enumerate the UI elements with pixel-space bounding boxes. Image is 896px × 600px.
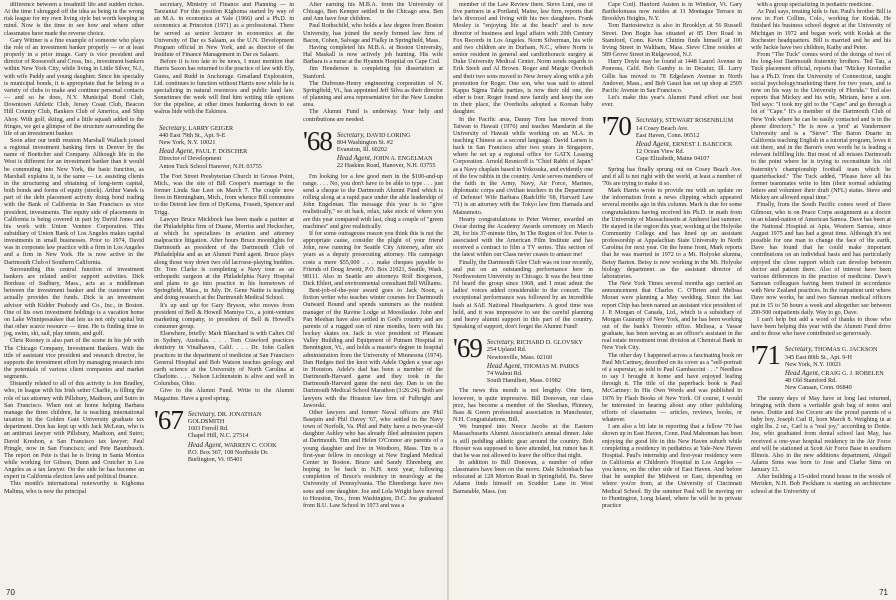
paragraph: From "The Tuck" comes word of the doings of two of his long-lost Dartmouth fraternity brothers. Ted Tau, a Tuck placement official, reports that "Mickey Kreindler has a Ph.D. from the University of Connecticut, taught social psychology/marketing there for two years, and is now on his way to the University of Florida." Ted also reports that Mickey and his wife, Miriam, have a son. Ted says: "I took my girl to the "Cape" and go through a lot of "Cape." It's a member of the Dartmouth Club of New York where he can be easily contacted and is in the phone directory." He is now a 'prof' at Vandermeer University and is a "Steve" The Baron Duarte in California teaching English in a tutorial program, loves it out there, and in the Baron's own words he is leading a relevant fulfilling life. But most of all misses Dartmouth to the point where he is trying to reconstitute his old fraternity's championship football team which he quarterbacked." The Tuck added, "Please have all his former teammates write to him (their normal adulating letters and volunteer their draft (NFL) status. Steve and Mickey are allowed equal time." <box>751 52 891 202</box>
paragraph: Finally, from the South Pacific comes word of Dave Gilmour, who is on Peace Corps assignment as a doctor in an island-nation of American Samoa. Dave has been at the National Hospital at Apia, Western Samoa, since August 1975 and has had a great time. Although it's not possible for one man to change the face of the earth, Dave has found that he could make important contributions on an individual basis and has particularly enjoyed the close rapport which can develop between doctor and patient there. Also of interest have been various differences in the practice of medicine. Dave's Samoan colleagues having been trained in accordance with New Zealand practices. In the outpatient unit where Dave now works, he and two Samoan medical officers put in 15 to 50 hours a week and altogether see between 200-500 outpatients daily. Way to go, Dave. <box>751 202 891 316</box>
paragraph: Gary Wittner is a fine example of someone who plays the role of an investment banker properly — or at least properly in a prior image. Gary is vice president and director of Roosevelt and Cross, Inc., investment bankers within New York City, while living in Little Silver, N.J., with wife Paddy and young daughter. Since his specialty is municipal bonds, it is appropriate that he belong to a variety of clubs to make and continue personal contacts — and so he does, N.Y. Municipal Bond Club, Downtown Athletic Club, Jersey Coast Club, Beacon Hill Country Club, Bankers Club of America, and Ship Ahoy. With golf, skiing, and a little squash added to the fringes, we get a glimpse of the structure surrounding the life of an investment banker. <box>4 37 144 137</box>
paragraph: Give to the Alumni Fund. Write to the Alumni Magazine. Have a good spring. <box>154 388 294 402</box>
class-header-67 <box>154 404 294 463</box>
left-column-2 <box>154 2 294 586</box>
class-header-70 <box>602 111 742 163</box>
article-text <box>602 2 742 109</box>
paragraph: It's up and up for Gary Bryson, who moves from president of Bell & Howell Mamiya Co., a joint-venture marketing company, to president of Bell & Howell's consumer group. <box>154 302 294 330</box>
left-column-1 <box>4 2 144 586</box>
paragraph: Elsewhere, briefly: Mark Blanchard is with Caltex Oil in Sydney, Australia. . . . Tom Crawford practices dentistry in Vinalhaven, Calif. . . . Dr. John Gullett practices in the department of medicine at San Francisco General Hospital and Bob Watson teaches geology and earth science at the University of North Carolina at Charlotte. . . . Nelson Lichtenstein is alive and well in Columbus, Ohio. <box>154 331 294 388</box>
article-text <box>453 2 593 331</box>
paragraph: The Alumni Fund is underway. Your help and contributions are needed. <box>303 109 443 123</box>
article-text <box>154 2 294 117</box>
class-year: '71 <box>751 340 780 371</box>
paragraph: Paul Rothschild, who holds a law degree from Boston University, has joined the newly formed law firm of Bacon, Cohen, Salvage and Fialky in Springfield, Mass. <box>303 23 443 44</box>
article-text <box>751 396 891 496</box>
paragraph: Spring has finally sprung out on Cosey Beach Ave. and if all is not right with the world, at least a number of '70s are trying to make it so. <box>602 166 742 187</box>
article-text <box>154 174 294 403</box>
paragraph: I'm looking for a few good men in the $100-and-up range. . . . No, you don't have to be able to type . . . just send a cheque to the Dartmouth Alumni Fund which is rolling along at a rapid pace under the able leadership of John Engelman. The message this year is to "give realistically," so sit back, relax, take stock of where you are this year compared with last, chug a couple of "green machines" and give realistically. <box>303 173 443 230</box>
paragraph: Having completed his M.B.A. at Boston University, Hal Maskall is now actively job hunting. His wife Barbara is a nurse at the Hyannis Hospital on Cape Cod. <box>303 44 443 66</box>
paragraph: The news this month is not lengthy. One item, however, is quite impressive. Bill Donovan, our class prez, has become a member of the Sheehan, Phinney, Bass & Green professional association in Manchester, N.H. Congratulations, Bill. <box>453 388 593 424</box>
paragraph: I can't help but add a word of thanks to those who have been helping this year with the Alumni Fund drive and to those who have contributed so generously. <box>751 316 891 338</box>
class-header-71 <box>751 340 891 392</box>
paragraph: I am also a bit late in reporting that a fellow '70 has shown up in East Haven, Conn. Paul Mahonnan has been enjoying the good life in this New Haven suburb while completing a residency in pediatrics at Yale-New Haven Hospital. Paul's internship and first-year residency were in California at Children's Hospital in Los Angeles — you know, on the other side of East Haven. And before that he sampled the Midwest or East, depending on where you're from, at the University of Cincinnati Medical School. By the summer Paul will be moving on to Huntington, Long Island, where he will be in private practice <box>602 424 742 509</box>
class-year: '70 <box>602 111 631 142</box>
class-year: '67 <box>154 404 183 435</box>
paragraph: Chris Rooney is also part of the scene in his job with The Chicago Company, Investment Bankers. With the title of assistant vice president and research director, he supports the investment effort by managing research into the potentials of various client companies and market segments. <box>4 338 144 381</box>
paragraph: After building a 15-sided round house in the woods of Meriden, N.H. Bob Peckham is starting an architecture school at the University of <box>751 474 891 495</box>
paragraph: In addition to Bill Donovan, a number of other classmates have been on the move. Dale Schonbach has relocated at 128 Morton Road in Springfield, Pa. Steve Adams finds himself on Scudder Lane in West Barnstable, Mass. (on <box>453 459 593 495</box>
paragraph: We bumped into Neece Jacobs at the Eastern Massachusetts Alumni Association's annual dinner. Jake is still peddling athletic gear around the country. Bob Hooser was supposed to have attended, but rumor has it that he was not allowed to leave the office that night. <box>453 424 593 459</box>
paragraph: Distantly related to all of this activity is Jon Bradley, who, in league with his Irish setter Charlie, is filling the role of tax attorney with Pillsbury, Madison, and Sutro in San Francisco. When not at home helping Barbara manage the three children, he is teaching international taxation in the Golden Gate University graduate tax department. Don has kept up with Jack McLean, who is an antitrust lawyer with Pillsbury, Madison, and Sutro; David Kreshon, a San Francisco tax lawyer; Paul Pringle, now in San Francisco; and Pete Baumbusch. The report on Pete is that he is living in Santa Monica while working for Gibson, Dunn and Crutcher in Los Angeles as a tax lawyer. On the side he has become an expert in California election laws and political finance. <box>4 381 144 481</box>
paragraph: The sunny days of May have at long last returned, bringing with them a veritable grab bag of notes and news. Dottie and Joe Cecere are the proud parents of a baby boy, Joseph Carl II, born March 8. Weighing in at eight lbs. 2 oz., Carl is a "real joy," according to Dottie. Joe, who graduated from dental school last May, has received a one-year hospital residency in the Air Force and will be stationed at Scott Air Force Base in southern Illinois. Also in the new additions department, Abigail Adams Sims was born to Jose and Clarke Sims on January 13. <box>751 395 891 474</box>
paragraph: This month's international noteworthy is Kighoma Malima, who is now the principal <box>4 481 144 495</box>
right-column-1 <box>453 2 593 586</box>
class-secretary-info: Secretary, RICHARD D. GLOVSKY 254 Upland Rd. Newtonville, Mass. 02160 Head Agent, THOMAS M. PARKS 74 Walnut Rd. South Hamilton, Mass. 01982 <box>486 338 583 385</box>
right-column-3 <box>751 2 891 586</box>
paragraph: member of the Law Review there. Steve Lunt, one of five partners in a Portland, Maine, law firm, reports that he's divorced and living with his two daughters. Frank Mosley is "enjoying life at the beach" and is now director of business and legal affairs with 20th Century Fox Records in Los Angeles. Norm Silverman, his wife and two children are in Durham, N.C., where Norm is senior resident in general and cardiothoracic surgery at Duke University Medical Center. Norm sends regards to Erik Steeh and Al Brown. Roger and Margie Overholt and their two sons moved to New Jersey along with a job promotion for Roger. One son, who was said to attend Kappa Sigma Tabla parties, is now their old one, the other is four. Roger found new family and keep the son in their place, the Overholts adopted a Korean baby daughter. <box>453 2 593 116</box>
paragraph: secretary, Ministry of Finance and Planning — in Tanzania! For this position Kighoma started by way of an M.A. in economics at Yale (1966) and a Ph.D. in economics at Princeton (1971) as a professional. There he served as senior lecturer in economics at the University of Dar es Salaam, as the U.N. Development Program official in New York, and as director of the Institute of Finance Management in Dar es Salaam. <box>154 2 294 59</box>
right-page <box>449 0 896 600</box>
paragraph: Before it is too late to be news, I must mention that Harris Saxon has returned to the practice of law with Ely, Guess, and Rudd in Anchorage. Greatland Exploration, Ltd. continues to function without Harris now while he is specializing in natural resources and public land law. Sometimes the week will find him writing title options for the pipeline, at other times hunkering down to eat walrus hide with the Eskimos. <box>154 59 294 116</box>
class-secretary-info: Secretary, STEWART ROSENBLUM 14 Cosey Beach Ave. East Haven, Conn. 06512 Head Agent, ERNEST J. BABCOCK 12 Ocean View Rd. Cape Elizabeth, Maine 04107 <box>635 116 734 163</box>
paragraph: Lawyer Bruce Mickbock has been made a partner at the Philadelphia firm of Duane, Morriss and Heckscher, at which he specializes in aviation and attorney malpractice litigation. After hours Bruce moonlights for Dartmouth as president of the Dartmouth Club of Philadelphia and as an Alumni Fund agent. Bruce plays along those way down two old lacrosse-playing buddies. Dr. Tom Clarke is completing a Navy tour as an orthopedic surgeon at the Philadelphia Navy Hospital and plans to go into practice in his hometown of Springfield, Mass., in July. Dr. Gene Nattie is teaching and doing research at the Dartmouth Medical School. <box>154 216 294 302</box>
paragraph: After earning his M.B.A. from the University of Chicago, Ben Kemper settled in the Chicago area. Ben and Ann have four children. <box>303 2 443 23</box>
paragraph: The other day I happened across a fascinating book on Paul McCartney, described on its cover as a "self-portrait of a superstar, as told to Paul Gambaccini . . ." Needless to say I brought it home and have enjoyed leafing through it. The title of the paperback book is Paul McCartney: In His Own Words and was published in 1976 by Flash Books of New York. Of course, I would be interested in hearing about any other publishing efforts of classmates — articles, reviews, books, or whatever. <box>602 352 742 424</box>
paragraph: with a group specializing in pediatric medicine. <box>757 2 873 8</box>
class-secretary-info: Secretary, THOMAS G. JACKSON 345 East 80th St., Apt. 9-H New York, N.Y. 10021 Head Agent, CRAIG G. J. ROBELEN 48 Old Stamford Rd. New Canaan, Conn. 06840 <box>784 345 884 392</box>
class-secretary-info: Secretary, DR. JONATHAN GOLDSMITH 1603 Ferrell Rd. Chapel Hill, N.C. 27514 Head Agent, WARREN C. COOK P.O. Box 367, 108 Northside Dr. Burlington, Vt. 05401 <box>187 409 277 463</box>
paragraph: Jim Henderson is completing his dissertation at Stanford. <box>303 66 443 80</box>
article-text <box>453 388 593 495</box>
article-text <box>4 2 144 496</box>
paragraph: Surrounding this central function of investment bankers are related and/or support activities. Dick Bordeau of Sudbury, Mass., acts as a middleman between the investment banker and the customer who actually provides the funds. Dick is an investment advisor with Kidder Peabody and Co., Inc., in Boston. One of his own investment holdings is a vacation home on Lake Winnipesaukee that lets us not only capital but that other scarce resource — time. He is finding time to jog, swim, ski, sail, play tennis, and golf. <box>4 266 144 338</box>
paragraph: The Dufresne-Henry engineering corporation of N. Springfield, Vt., has appointed Jeff Silva as their director of planning and area representative for the New London area. <box>303 80 443 109</box>
paragraph: Hearty congratulations to Peter Werner, awarded an Oscar during the Academy Awards ceremony on March 28, for his 37-minute film, In The Region of Ice. Peter is associated with the American Film Institute and has received a contract to film a TV series. This section of the latest within our Class never ceases to amaze me! <box>453 216 593 259</box>
paragraph: Cape Cod). Hanford Austen is in Windsor, Vt. Gary Bartholomaus now resides at 11 Montague Terrace in Brooklyn Heights, N.Y. <box>602 2 742 23</box>
right-column-2 <box>602 2 742 586</box>
class-header-66 <box>154 122 294 170</box>
article-text <box>602 167 742 511</box>
paragraph: Other lawyers and former Naval officers are Phil Basquin and Phil Davey '67, who settled in the Navy town of Norfolk, Va. Phil and Patty have a two-year-old daughter Ashley who has already filed admission papers at Dartmouth. Tim and Helen O'Connor are parents of a young daughter and live in Westboro, Mass. Tim is a first-year fellow in oncology at New England Medical Center in Boston. Bruce and Sandy Ehrenberg are hoping to be back in N.H. next year, following completion of Bruce's residency in neurology at the University of Pennsylvania. The Ehrenbergs have two sons and one daughter. Joe and Lola Wright have moved to Houston, Tex., from Washington, D.C. Joe graduated from B.U. Law School in 1973 and was a <box>303 409 443 509</box>
paragraph: Mark Harris wrote to provide me with an update on the information from a news clipping which appeared several months ago in this column. Mark is due for some congratulations having received his Ph.D. in math from the University of Massachusetts at Amherst last summer. He stayed in the region this year, working at the Holyoke Community College and has lined up an assistant professorship at Appalachian State University in North Carolina for next year. On the home front, Mark reports that he was married in 1972 to a Mt. Holyoke alumna, Betsy Barton. Betsy is now working in the Mt. Holyoke biology department as the assistant director of laboratories. <box>602 188 742 280</box>
page-number: 70 <box>6 588 15 597</box>
class-secretary-info: Secretary, DAVID LORING 804 Washington St. #2 Evanston, Ill. 60202 Head Agent, JOHN A. ENGELMAN 22 Haskins Road, Hanover, N.H. 03755 <box>336 130 436 170</box>
left-page <box>0 0 447 600</box>
paragraph: Let's make this year's Alumni Fund effort our best ever. <box>602 95 742 109</box>
paragraph: difference between a treadmill life and sudden riches. At the time I shrugged off the idea as being in the wrong risk league for my own living style but worth keeping in mind. Now is the time to see how and where other classmates have made the reverse choice. <box>4 2 144 37</box>
paragraph: In the Pacific area, Danny Tom has moved from Taiwan to Hawaii (1976) and teaches Mandarin at the University of Hawaii while working on an M.A. in teaching Chinese as a second language. David Larsen is back in San Francisco after two years in Singapore, where he set up a regional office for GATX Leasing Corporation. Arnold Resnicoff is "Chief Rabbi of Japan" as a Navy chaplain based in Yokosuka, and evidently one of the few rabbis in the country. Arnie serves members of the faith in the Army, Navy, Air Force, Marines, diplomatic corps and civilian teachers in the Department of Defense! Wife Barbara (Radcliffe '68, Harvard Law '71) is an attorney with the Tokyo law firm Hamada and Matsumoto. <box>453 116 593 216</box>
paragraph: Tom Bartosiewicz is also in Brooklyn at 56 Russell Street. Don Bogin has situated at 85 Den Road in Stamford, Conn. Kevin Chittim finds himself at 100 Irving Street in Waltham, Mass. Steve Cline resides at 589 Grove Street in Ridgewood, N.J. <box>602 23 742 59</box>
paragraph: As Paul says, treating kids is fun. Paul's brother Bill is now in Fort Collins, Colo., working for Kodak. He finished his business school degree at the University of Michigan in 1972 and began work with Kodak at the Rochester headquarters. Bill is married and he and his wife Jackie have two children, Kathy and Peter. <box>751 9 891 51</box>
paragraph: The Fort Street Presbyterian Church in Grosse Point, Mich., was the site of Bill Cooper's marriage to the former Linda Sue Leet on March 7. The couple now lives in Birmingham, Mich., from whence Bill commutes to the Detroit law firm of DyKema, Fossett, Spencer and Trigg. <box>154 173 294 216</box>
article-text <box>303 2 443 124</box>
paragraph: Finally, the Dartmouth Glee Club was on tour recently, and put on an outstanding performance here in Northwestern University in Chicago. It was the best time I'd heard the group since 1968, and I must admit the ladies' voices added considerable to the concert. The exceptional performance was followed by an incredible bash at SAE National Headquarters. A good time was held, and it was impressive to see the careful planning and heavy alumni support in this part of the country. Speaking of support, don't forget the Alumni Fund! <box>453 259 593 331</box>
class-secretary-info: Secretary, LARRY GEIGER 440 East 79th St., Apt. 9-E New York, N.Y. 10021 Head Agent, PAUL F. DOSCHER Director of Development Anton Tuck School Hanover, N.H. 03755 <box>159 123 262 170</box>
class-header-68 <box>303 125 443 170</box>
class-year: '68 <box>303 125 332 156</box>
page-number: 71 <box>879 588 888 597</box>
paragraph: The New York Times several months ago carried an announcement that Charles C. O'Brien and Melissa Moran were planning a May wedding. Since the last report Chip has been named an assistant vice president of J. P. Morgan of Canada, Ltd., which is a subsidiary of Morgan Guaranty of New York, and he has been working out of the bank's Toronto office. Melissa, a Vassar graduate, has been serving as an officer's assistant in the real estate investment trust division at Chemical Bank in New York City. <box>602 281 742 352</box>
paragraph: Best-job-of-the-year award goes to Jack Noon, a fiction writer who teaches winter courses for Dartmouth Outward Bound and spends summers as the resident manager of the Ravine Lodge at Moosilauke. John and Pan Meehan have also settled in God's country and are parents of a rugged son of nine months, born with his hockey skates on. Jack is vice president of Pleasant Valley Building and Equipment of Putnam Hospital in Bennington, Vt., and holds a master's degree in hospital administration from the University of Minnesota (1974). Dan Hedges tied the knot with Adele Ogden a year ago in Houston. Adele's dad has been a member of the Dartmouth-Harvard game and they took in the Dartmouth-Harvard game the next day. Dan is on the Dartmouth Medical School Marathon (3:26:24). Both are lawyers with the Houston law firm of Fulbright and Jaworski. <box>303 288 443 409</box>
paragraph: If for some outrageous reason you think this is not the appropriate cause, consider the plight of your friend John, now running for Seattle City Attorney, after six years as a deputy prosecuting attorney. His campaign costs a mere $55,000 . . . make cheques payable to Friends of Doug Jewett, P.O. Box 21021, Seattle, Wash. 98111. Also in Seattle are attorneys Rolf Borgerson, Dick Ehlert, and environmental consultant Bill Williams. <box>303 230 443 288</box>
left-column-3 <box>303 2 443 586</box>
article-text <box>303 174 443 510</box>
article-text <box>751 2 891 338</box>
class-header-69 <box>453 333 593 385</box>
paragraph: Soon after our tenth reunion Marshall Wallach joined a regional investment banking firm in Denver by the name of Boettcher and Company. Although life in the West is different for an investment banker than it would be commuting into New York, the basic function, as Marshall explains it, is the same — i.e. assisting clients in the structuring and obtaining of long-term capital, both bonds and forms of equity (stock). Arthur Vanek is part of the debt placement activity doing bond trading with the Bank of California in San Francisco as vice president, investments. The equity side of placements in California is being covered in part by David Jones and his work with Union Venture Corporation. This subsidiary of Union Bank of Los Angeles makes capital investments in small businesses. Prior to 1974, David was in corporate law practice with a firm in Los Angeles and a firm in New York. He is now active in the Dartmouth Club of Southern California. <box>4 137 144 266</box>
paragraph: Harry Doyle may be found at 1448 Laurel Avenue in Pomona, Calif. Bob Gamby is in Decatur, Ill. Larry Gillis has moved to 78 Edgelawn Avenue in North Andover, Mass., and Bob Gaust has set up shop at 2505 Pacific Avenue in San Francisco. <box>602 59 742 94</box>
class-year: '69 <box>453 333 482 364</box>
